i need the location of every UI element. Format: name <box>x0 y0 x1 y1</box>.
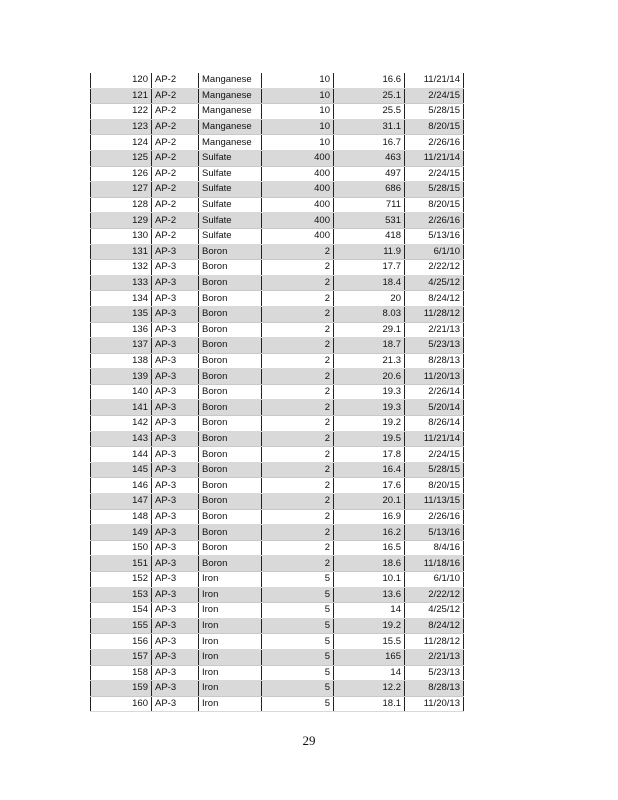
result-value-cell: 20.6 <box>334 369 405 385</box>
site-id-cell: AP-2 <box>152 166 199 182</box>
result-value-cell: 19.2 <box>334 416 405 432</box>
result-value-cell: 20.1 <box>334 494 405 510</box>
row-number-cell: 134 <box>91 291 152 307</box>
parameter-cell: Boron <box>199 384 262 400</box>
row-number-cell: 140 <box>91 384 152 400</box>
row-number-cell: 130 <box>91 228 152 244</box>
site-id-cell: AP-3 <box>152 618 199 634</box>
sample-date-cell: 5/28/15 <box>405 462 464 478</box>
parameter-cell: Boron <box>199 494 262 510</box>
sample-date-cell: 8/20/15 <box>405 478 464 494</box>
table-row <box>91 587 464 603</box>
sample-date-cell: 2/22/12 <box>405 587 464 603</box>
parameter-cell: Boron <box>199 447 262 463</box>
parameter-cell: Boron <box>199 400 262 416</box>
row-number-cell: 152 <box>91 572 152 588</box>
parameter-cell: Manganese <box>199 73 262 88</box>
site-id-cell: AP-3 <box>152 696 199 712</box>
table-row <box>91 540 464 556</box>
sample-date-cell: 5/23/13 <box>405 665 464 681</box>
site-id-cell: AP-2 <box>152 135 199 151</box>
limit-value-cell: 2 <box>262 494 334 510</box>
result-value-cell: 31.1 <box>334 119 405 135</box>
parameter-cell: Boron <box>199 540 262 556</box>
limit-value-cell: 2 <box>262 306 334 322</box>
limit-value-cell: 400 <box>262 166 334 182</box>
parameter-cell: Boron <box>199 306 262 322</box>
limit-value-cell: 5 <box>262 587 334 603</box>
site-id-cell: AP-3 <box>152 244 199 260</box>
parameter-cell: Boron <box>199 509 262 525</box>
result-value-cell: 16.2 <box>334 525 405 541</box>
sample-date-cell: 5/28/15 <box>405 104 464 120</box>
result-value-cell: 12.2 <box>334 681 405 697</box>
table-row <box>91 291 464 307</box>
result-value-cell: 18.4 <box>334 275 405 291</box>
row-number-cell: 155 <box>91 618 152 634</box>
result-value-cell: 8.03 <box>334 306 405 322</box>
result-value-cell: 10.1 <box>334 572 405 588</box>
table-row <box>91 416 464 432</box>
sample-date-cell: 11/21/14 <box>405 431 464 447</box>
sample-date-cell: 2/26/16 <box>405 509 464 525</box>
site-id-cell: AP-3 <box>152 447 199 463</box>
table-row <box>91 73 464 88</box>
table-row <box>91 696 464 712</box>
site-id-cell: AP-2 <box>152 119 199 135</box>
parameter-cell: Iron <box>199 572 262 588</box>
site-id-cell: AP-3 <box>152 322 199 338</box>
result-value-cell: 14 <box>334 665 405 681</box>
sample-date-cell: 11/21/14 <box>405 150 464 166</box>
table-row <box>91 384 464 400</box>
limit-value-cell: 5 <box>262 649 334 665</box>
row-number-cell: 126 <box>91 166 152 182</box>
table-row <box>91 649 464 665</box>
limit-value-cell: 10 <box>262 88 334 104</box>
limit-value-cell: 5 <box>262 665 334 681</box>
row-number-cell: 144 <box>91 447 152 463</box>
sample-date-cell: 4/25/12 <box>405 603 464 619</box>
sample-date-cell: 8/24/12 <box>405 618 464 634</box>
limit-value-cell: 400 <box>262 182 334 198</box>
result-value-cell: 418 <box>334 228 405 244</box>
row-number-cell: 120 <box>91 73 152 88</box>
site-id-cell: AP-3 <box>152 540 199 556</box>
site-id-cell: AP-3 <box>152 431 199 447</box>
table-row <box>91 104 464 120</box>
row-number-cell: 124 <box>91 135 152 151</box>
limit-value-cell: 2 <box>262 540 334 556</box>
row-number-cell: 127 <box>91 182 152 198</box>
table-row <box>91 213 464 229</box>
limit-value-cell: 2 <box>262 384 334 400</box>
row-number-cell: 157 <box>91 649 152 665</box>
sample-date-cell: 2/22/12 <box>405 260 464 276</box>
site-id-cell: AP-2 <box>152 213 199 229</box>
result-value-cell: 18.7 <box>334 338 405 354</box>
row-number-cell: 135 <box>91 306 152 322</box>
site-id-cell: AP-3 <box>152 338 199 354</box>
parameter-cell: Boron <box>199 338 262 354</box>
parameter-cell: Iron <box>199 696 262 712</box>
site-id-cell: AP-3 <box>152 291 199 307</box>
row-number-cell: 154 <box>91 603 152 619</box>
sample-date-cell: 5/20/14 <box>405 400 464 416</box>
site-id-cell: AP-2 <box>152 88 199 104</box>
table-row <box>91 353 464 369</box>
sample-date-cell: 5/13/16 <box>405 228 464 244</box>
parameter-cell: Boron <box>199 416 262 432</box>
table-row <box>91 135 464 151</box>
sample-date-cell: 8/24/12 <box>405 291 464 307</box>
site-id-cell: AP-2 <box>152 73 199 88</box>
result-value-cell: 15.5 <box>334 634 405 650</box>
parameter-cell: Sulfate <box>199 150 262 166</box>
table-row <box>91 431 464 447</box>
site-id-cell: AP-2 <box>152 104 199 120</box>
row-number-cell: 153 <box>91 587 152 603</box>
sample-date-cell: 11/20/13 <box>405 369 464 385</box>
limit-value-cell: 5 <box>262 634 334 650</box>
site-id-cell: AP-3 <box>152 603 199 619</box>
row-number-cell: 159 <box>91 681 152 697</box>
site-id-cell: AP-2 <box>152 197 199 213</box>
table-row <box>91 244 464 260</box>
sample-date-cell: 11/28/12 <box>405 306 464 322</box>
parameter-cell: Sulfate <box>199 213 262 229</box>
limit-value-cell: 2 <box>262 291 334 307</box>
parameter-cell: Sulfate <box>199 166 262 182</box>
sample-date-cell: 8/4/16 <box>405 540 464 556</box>
parameter-cell: Boron <box>199 369 262 385</box>
sample-date-cell: 11/13/15 <box>405 494 464 510</box>
result-value-cell: 19.2 <box>334 618 405 634</box>
parameter-cell: Iron <box>199 681 262 697</box>
table-row <box>91 150 464 166</box>
row-number-cell: 125 <box>91 150 152 166</box>
parameter-cell: Boron <box>199 260 262 276</box>
sample-date-cell: 5/13/16 <box>405 525 464 541</box>
row-number-cell: 160 <box>91 696 152 712</box>
limit-value-cell: 2 <box>262 509 334 525</box>
table-row <box>91 556 464 572</box>
table-row <box>91 322 464 338</box>
limit-value-cell: 10 <box>262 119 334 135</box>
parameter-cell: Manganese <box>199 104 262 120</box>
table-row <box>91 275 464 291</box>
row-number-cell: 129 <box>91 213 152 229</box>
result-value-cell: 29.1 <box>334 322 405 338</box>
limit-value-cell: 400 <box>262 213 334 229</box>
row-number-cell: 142 <box>91 416 152 432</box>
parameter-cell: Boron <box>199 431 262 447</box>
table-row <box>91 260 464 276</box>
table-row <box>91 572 464 588</box>
result-value-cell: 19.3 <box>334 400 405 416</box>
table-row <box>91 462 464 478</box>
limit-value-cell: 2 <box>262 322 334 338</box>
table-row <box>91 665 464 681</box>
row-number-cell: 133 <box>91 275 152 291</box>
site-id-cell: AP-3 <box>152 306 199 322</box>
site-id-cell: AP-3 <box>152 369 199 385</box>
limit-value-cell: 5 <box>262 603 334 619</box>
result-value-cell: 16.6 <box>334 73 405 88</box>
row-number-cell: 139 <box>91 369 152 385</box>
parameter-cell: Boron <box>199 525 262 541</box>
result-value-cell: 11.9 <box>334 244 405 260</box>
limit-value-cell: 2 <box>262 275 334 291</box>
parameter-cell: Iron <box>199 618 262 634</box>
parameter-cell: Iron <box>199 649 262 665</box>
result-value-cell: 17.6 <box>334 478 405 494</box>
sample-date-cell: 2/26/16 <box>405 213 464 229</box>
table-row <box>91 338 464 354</box>
result-value-cell: 16.7 <box>334 135 405 151</box>
row-number-cell: 122 <box>91 104 152 120</box>
parameter-cell: Boron <box>199 244 262 260</box>
sample-date-cell: 5/28/15 <box>405 182 464 198</box>
result-value-cell: 13.6 <box>334 587 405 603</box>
site-id-cell: AP-2 <box>152 150 199 166</box>
result-value-cell: 16.9 <box>334 509 405 525</box>
limit-value-cell: 2 <box>262 244 334 260</box>
parameter-cell: Iron <box>199 634 262 650</box>
parameter-cell: Sulfate <box>199 182 262 198</box>
site-id-cell: AP-3 <box>152 649 199 665</box>
sample-date-cell: 8/28/13 <box>405 353 464 369</box>
parameter-cell: Sulfate <box>199 197 262 213</box>
limit-value-cell: 400 <box>262 150 334 166</box>
limit-value-cell: 10 <box>262 135 334 151</box>
limit-value-cell: 5 <box>262 681 334 697</box>
row-number-cell: 123 <box>91 119 152 135</box>
parameter-cell: Boron <box>199 275 262 291</box>
table-row <box>91 478 464 494</box>
parameter-cell: Manganese <box>199 135 262 151</box>
site-id-cell: AP-2 <box>152 228 199 244</box>
site-id-cell: AP-3 <box>152 275 199 291</box>
limit-value-cell: 2 <box>262 416 334 432</box>
limit-value-cell: 5 <box>262 572 334 588</box>
limit-value-cell: 2 <box>262 478 334 494</box>
row-number-cell: 128 <box>91 197 152 213</box>
result-value-cell: 531 <box>334 213 405 229</box>
page-number: 29 <box>302 733 316 748</box>
limit-value-cell: 5 <box>262 618 334 634</box>
sample-date-cell: 2/24/15 <box>405 166 464 182</box>
parameter-cell: Sulfate <box>199 228 262 244</box>
limit-value-cell: 5 <box>262 696 334 712</box>
parameter-cell: Boron <box>199 478 262 494</box>
limit-value-cell: 2 <box>262 260 334 276</box>
table-row <box>91 494 464 510</box>
parameter-cell: Iron <box>199 587 262 603</box>
sample-date-cell: 5/23/13 <box>405 338 464 354</box>
table-row <box>91 603 464 619</box>
result-value-cell: 19.5 <box>334 431 405 447</box>
site-id-cell: AP-3 <box>152 509 199 525</box>
site-id-cell: AP-3 <box>152 587 199 603</box>
site-id-cell: AP-3 <box>152 478 199 494</box>
parameter-cell: Boron <box>199 353 262 369</box>
sample-date-cell: 2/24/15 <box>405 447 464 463</box>
sample-date-cell: 2/21/13 <box>405 649 464 665</box>
table-row <box>91 634 464 650</box>
result-value-cell: 19.3 <box>334 384 405 400</box>
site-id-cell: AP-3 <box>152 416 199 432</box>
result-value-cell: 17.8 <box>334 447 405 463</box>
parameter-cell: Boron <box>199 322 262 338</box>
sample-date-cell: 8/26/14 <box>405 416 464 432</box>
result-value-cell: 18.1 <box>334 696 405 712</box>
sample-date-cell: 11/21/14 <box>405 73 464 88</box>
limit-value-cell: 400 <box>262 228 334 244</box>
sample-date-cell: 11/28/12 <box>405 634 464 650</box>
table-row <box>91 182 464 198</box>
row-number-cell: 146 <box>91 478 152 494</box>
table-row <box>91 306 464 322</box>
result-value-cell: 686 <box>334 182 405 198</box>
limit-value-cell: 2 <box>262 556 334 572</box>
result-value-cell: 14 <box>334 603 405 619</box>
site-id-cell: AP-3 <box>152 494 199 510</box>
result-value-cell: 711 <box>334 197 405 213</box>
result-value-cell: 25.1 <box>334 88 405 104</box>
parameter-cell: Boron <box>199 462 262 478</box>
row-number-cell: 150 <box>91 540 152 556</box>
parameter-cell: Manganese <box>199 119 262 135</box>
limit-value-cell: 2 <box>262 369 334 385</box>
sample-date-cell: 11/20/13 <box>405 696 464 712</box>
table-row <box>91 681 464 697</box>
site-id-cell: AP-3 <box>152 260 199 276</box>
row-number-cell: 151 <box>91 556 152 572</box>
limit-value-cell: 2 <box>262 431 334 447</box>
parameter-cell: Iron <box>199 665 262 681</box>
limit-value-cell: 10 <box>262 104 334 120</box>
site-id-cell: AP-3 <box>152 681 199 697</box>
site-id-cell: AP-3 <box>152 400 199 416</box>
table-row <box>91 618 464 634</box>
result-value-cell: 25.5 <box>334 104 405 120</box>
parameter-cell: Iron <box>199 603 262 619</box>
data-table <box>90 73 464 712</box>
site-id-cell: AP-3 <box>152 556 199 572</box>
row-number-cell: 143 <box>91 431 152 447</box>
site-id-cell: AP-3 <box>152 634 199 650</box>
limit-value-cell: 2 <box>262 525 334 541</box>
limit-value-cell: 400 <box>262 197 334 213</box>
result-value-cell: 16.4 <box>334 462 405 478</box>
result-value-cell: 463 <box>334 150 405 166</box>
site-id-cell: AP-3 <box>152 462 199 478</box>
limit-value-cell: 2 <box>262 353 334 369</box>
sample-date-cell: 2/24/15 <box>405 88 464 104</box>
table-row <box>91 166 464 182</box>
table-row <box>91 400 464 416</box>
row-number-cell: 145 <box>91 462 152 478</box>
row-number-cell: 149 <box>91 525 152 541</box>
site-id-cell: AP-3 <box>152 665 199 681</box>
limit-value-cell: 10 <box>262 73 334 88</box>
site-id-cell: AP-2 <box>152 182 199 198</box>
site-id-cell: AP-3 <box>152 572 199 588</box>
table-row <box>91 88 464 104</box>
table-row <box>91 447 464 463</box>
row-number-cell: 121 <box>91 88 152 104</box>
result-value-cell: 16.5 <box>334 540 405 556</box>
limit-value-cell: 2 <box>262 462 334 478</box>
table-body <box>91 73 464 712</box>
sample-date-cell: 2/26/14 <box>405 384 464 400</box>
result-value-cell: 18.6 <box>334 556 405 572</box>
row-number-cell: 138 <box>91 353 152 369</box>
result-value-cell: 20 <box>334 291 405 307</box>
site-id-cell: AP-3 <box>152 525 199 541</box>
row-number-cell: 148 <box>91 509 152 525</box>
result-value-cell: 497 <box>334 166 405 182</box>
limit-value-cell: 2 <box>262 400 334 416</box>
table-row <box>91 369 464 385</box>
result-value-cell: 21.3 <box>334 353 405 369</box>
row-number-cell: 136 <box>91 322 152 338</box>
limit-value-cell: 2 <box>262 338 334 354</box>
row-number-cell: 132 <box>91 260 152 276</box>
row-number-cell: 147 <box>91 494 152 510</box>
parameter-cell: Manganese <box>199 88 262 104</box>
sample-date-cell: 2/21/13 <box>405 322 464 338</box>
sample-date-cell: 4/25/12 <box>405 275 464 291</box>
sample-date-cell: 11/18/16 <box>405 556 464 572</box>
table-row <box>91 197 464 213</box>
limit-value-cell: 2 <box>262 447 334 463</box>
table-row <box>91 228 464 244</box>
row-number-cell: 131 <box>91 244 152 260</box>
result-value-cell: 17.7 <box>334 260 405 276</box>
sample-date-cell: 8/28/13 <box>405 681 464 697</box>
table-row <box>91 119 464 135</box>
sample-date-cell: 6/1/10 <box>405 244 464 260</box>
site-id-cell: AP-3 <box>152 384 199 400</box>
table-row <box>91 525 464 541</box>
row-number-cell: 156 <box>91 634 152 650</box>
parameter-cell: Boron <box>199 556 262 572</box>
sample-date-cell: 2/26/16 <box>405 135 464 151</box>
row-number-cell: 137 <box>91 338 152 354</box>
sample-date-cell: 6/1/10 <box>405 572 464 588</box>
parameter-cell: Boron <box>199 291 262 307</box>
sample-date-cell: 8/20/15 <box>405 197 464 213</box>
table-row <box>91 509 464 525</box>
sample-date-cell: 8/20/15 <box>405 119 464 135</box>
site-id-cell: AP-3 <box>152 353 199 369</box>
row-number-cell: 141 <box>91 400 152 416</box>
row-number-cell: 158 <box>91 665 152 681</box>
result-value-cell: 165 <box>334 649 405 665</box>
